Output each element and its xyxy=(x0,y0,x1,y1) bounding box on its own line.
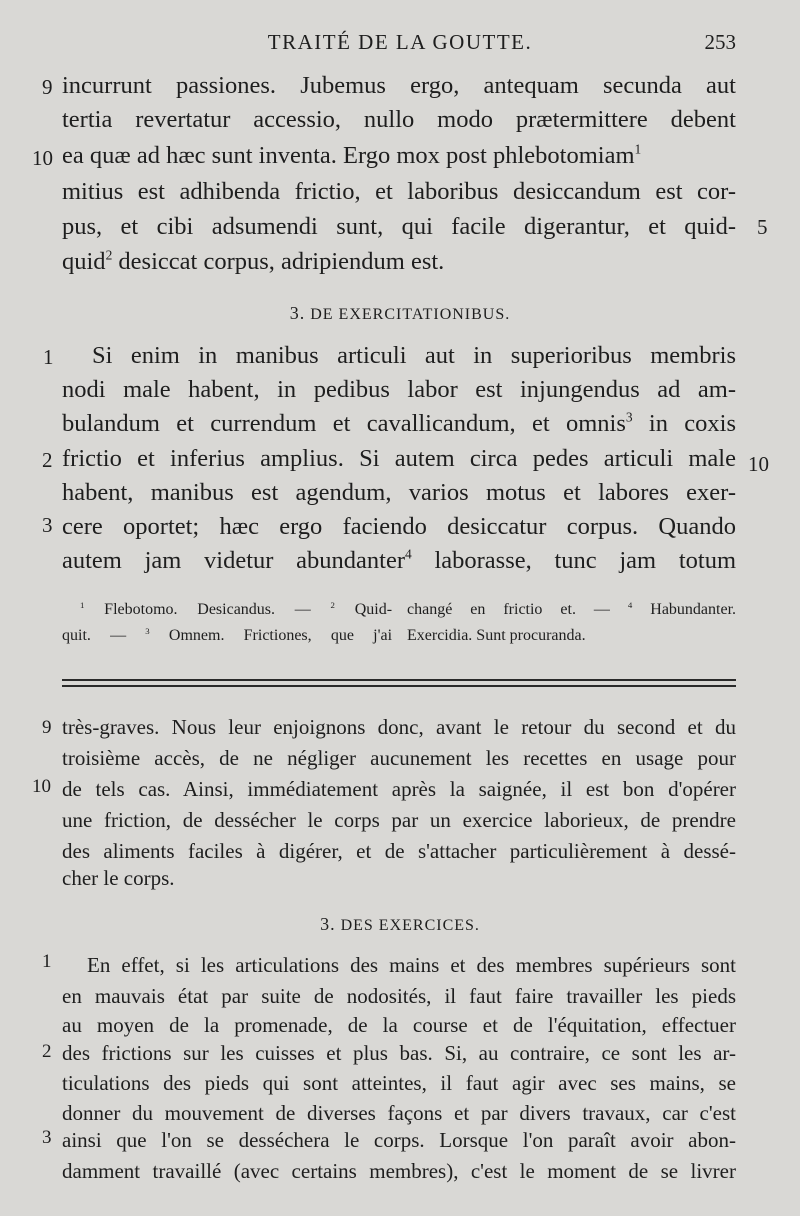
note-ref-1: 1 xyxy=(634,141,642,157)
latin-line: incurrunt passiones. Jubemus ergo, antequam secunda aut xyxy=(62,72,736,99)
french-line: ainsi que l'on se desséchera le corps. Lorsque l'on paraît avoir abon- xyxy=(62,1128,736,1152)
latin-section-heading xyxy=(0,303,800,324)
note-ref-3: 3 xyxy=(625,409,633,425)
line-marker-3: 3 xyxy=(42,1127,52,1148)
latin-line: nodi male habent, in pedibus labor est injungendus ad am- xyxy=(62,376,736,403)
latin-line: mitius est adhibenda frictio, et laboribus desiccandum est cor- xyxy=(62,178,736,205)
section-number: 3. xyxy=(320,914,336,934)
separator-rule-bottom xyxy=(62,685,736,687)
latin-line xyxy=(62,246,736,278)
french-line: ticulations des pieds qui sont atteintes, il faut agir avec ses mains, se xyxy=(62,1071,736,1095)
line-marker-10: 10 xyxy=(32,146,53,170)
section-number: 3. xyxy=(289,303,306,323)
line-marker-9: 9 xyxy=(42,717,52,738)
latin-line xyxy=(62,140,736,172)
footnote-line: quit. — $^3$ Omnem. Frictiones, que j'ai xyxy=(62,625,393,644)
footnote-line: Exercidia. Sunt procuranda. xyxy=(407,627,586,644)
latin-line xyxy=(62,545,736,577)
latin-line-text: quid xyxy=(62,248,106,275)
line-marker-9: 9 xyxy=(42,75,53,99)
french-line: des frictions sur les cuisses et plus bas. Si, au contraire, ce sont les ar- xyxy=(62,1041,736,1065)
latin-line: pus, et cibi adsumendi sunt, qui facile digerantur, et quid- xyxy=(62,213,736,240)
latin-line-text: autem jam videtur abundanter$^4$ xyxy=(62,546,412,574)
line-marker-1: 1 xyxy=(42,951,52,972)
line-marker-10-right: 10 xyxy=(748,452,769,476)
french-line: au moyen de la promenade, de la course et de l'équitation, effectuer xyxy=(62,1013,736,1037)
line-marker-3: 3 xyxy=(42,513,53,537)
latin-line: Si enim in manibus articuli aut in superioribus membris xyxy=(92,342,736,369)
french-line: très-graves. Nous leur enjoignons donc, avant le retour du second et du xyxy=(62,715,736,739)
latin-line-text: laborasse, tunc jam totum xyxy=(434,547,737,574)
french-line: troisième accès, de ne négliger aucunement les recettes en usage pour xyxy=(62,746,736,770)
latin-line-text: in coxis xyxy=(648,410,737,437)
line-marker-2: 2 xyxy=(42,448,53,472)
latin-line xyxy=(62,408,736,440)
note-ref-2: 2 xyxy=(105,247,113,263)
footnote-line: $^1$ Flebotomo. Desicandus. — $^2$ Quid- xyxy=(80,599,393,618)
french-line: une friction, de dessécher le corps par un exercice laborieux, de prendre xyxy=(62,808,736,832)
latin-line: tertia revertatur accessio, nullo modo prætermittere debent xyxy=(62,106,736,133)
line-marker-2: 2 xyxy=(42,1041,52,1062)
french-line: damment travaillé (avec certains membres), c'est le moment de se livrer xyxy=(62,1159,736,1183)
french-line: cher le corps. xyxy=(62,866,175,890)
latin-line: cere oportet; hæc ergo faciendo desiccatur corpus. Quando xyxy=(62,513,736,540)
french-line: en mauvais état par suite de nodosités, il faut faire travailler les pieds xyxy=(62,984,736,1008)
latin-line-text: ea quæ ad hæc sunt inventa. Ergo mox post phlebotomiam xyxy=(62,142,635,169)
section-title: DES EXERCICES. xyxy=(340,917,480,934)
french-line: donner du mouvement de diverses façons et par divers travaux, car c'est xyxy=(62,1101,736,1125)
line-marker-1: 1 xyxy=(43,345,54,369)
line-marker-10: 10 xyxy=(32,776,51,797)
separator-rule-top xyxy=(62,679,736,681)
french-line: En effet, si les articulations des mains et des membres supérieurs sont xyxy=(87,953,736,977)
latin-line: frictio et inferius amplius. Si autem circa pedes articuli male xyxy=(62,445,736,472)
section-title: DE EXERCITATIONIBUS. xyxy=(310,306,511,323)
french-section-heading xyxy=(0,914,800,935)
page-number: 253 xyxy=(704,30,736,54)
french-line: de tels cas. Ainsi, immédiatement après la saignée, il est bon d'opérer xyxy=(62,777,736,801)
latin-line-text: desiccat corpus, adripiendum est. xyxy=(118,248,445,275)
french-line: des aliments faciles à digérer, et de s'attacher particulièrement à dessé- xyxy=(62,839,736,863)
running-header-title: TRAITÉ DE LA GOUTTE. xyxy=(267,30,533,54)
line-marker-5: 5 xyxy=(757,215,768,239)
latin-line-text: bulandum et currendum et cavallicandum, et omnis$^3$ xyxy=(62,409,633,437)
footnote-line: changé en frictio et. — $^4$ Habundanter. xyxy=(407,599,737,618)
note-ref-4: 4 xyxy=(405,546,412,562)
latin-line: habent, manibus est agendum, varios motus et labores exer- xyxy=(62,479,736,506)
